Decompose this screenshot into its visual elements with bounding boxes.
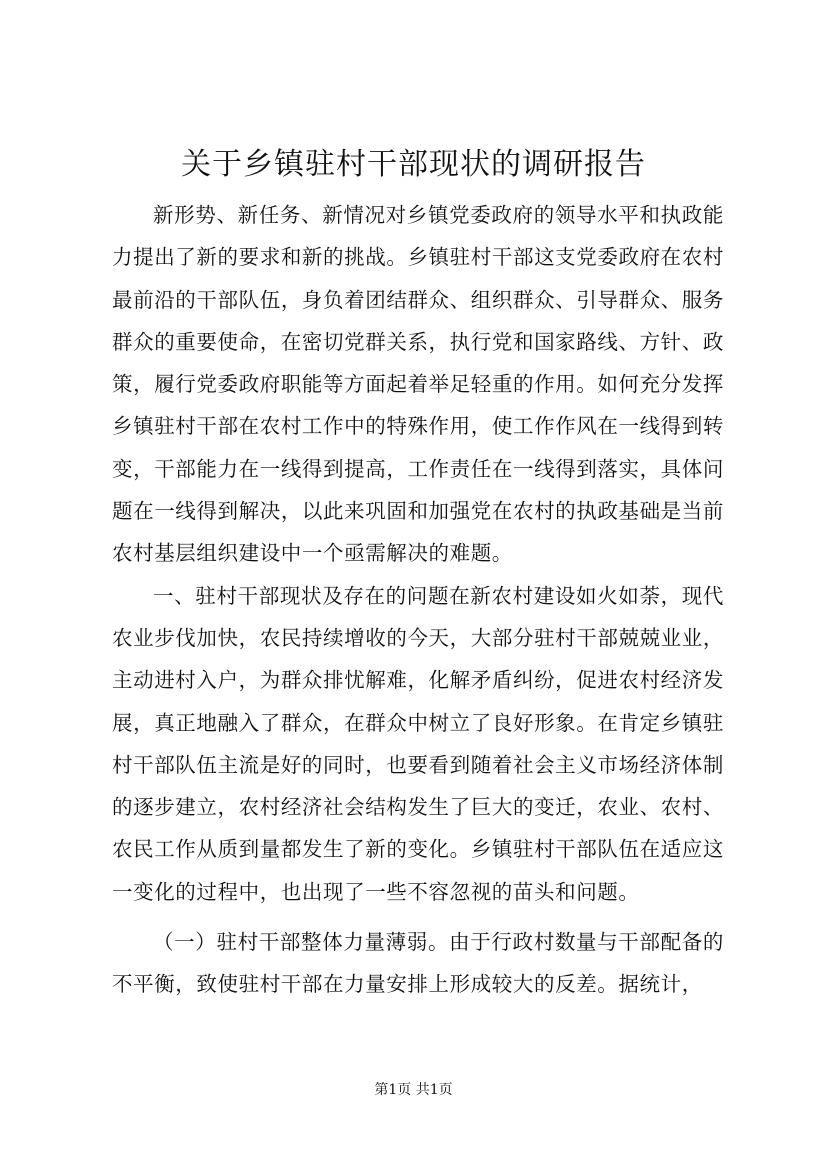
- paragraph-subsection-one: （一）驻村干部整体力量薄弱。由于行政村数量与干部配备的不平衡，致使驻村干部在力量安排上形成较大的反差。据统计，: [112, 930, 724, 997]
- document-body: [112, 194, 724, 1006]
- page-footer: 第1页 共1页: [374, 1082, 453, 1098]
- paragraph-section-one: 一、驻村干部现状及存在的问题在新农村建设如火如荼，现代农业步伐加快，农民持续增收的今天，大部分驻村干部兢兢业业，主动进村入户，为群众排忧解难，化解矛盾纠纷，促进农村经济发展，真正地融入了群众，在群众中树立了良好形象。在肯定乡镇驻村干部队伍主流是好的同时，也要看到随着社会主义市场经济体制的逐步建立，农村经济社会结构发生了巨大的变迁，农业、农村、农民工作从质到量都发生了新的变化。乡镇驻村干部队伍在适应这一变化的过程中，也出现了一些不容忽视的苗头和问题。: [112, 583, 724, 904]
- paragraph-intro: 新形势、新任务、新情况对乡镇党委政府的领导水平和执政能力提出了新的要求和新的挑战。乡镇驻村干部这支党委政府在农村最前沿的干部队伍，身负着团结群众、组织群众、引导群众、服务群众的重要使命，在密切党群关系，执行党和国家路线、方针、政策，履行党委政府职能等方面起着举足轻重的作用。如何充分发挥乡镇驻村干部在农村工作中的特殊作用，使工作作风在一线得到转变，干部能力在一线得到提高，工作责任在一线得到落实，具体问题在一线得到解决，以此来巩固和加强党在农村的执政基础是当前农村基层组织建设中一个亟需解决的难题。: [112, 203, 724, 566]
- document-title: 关于乡镇驻村干部现状的调研报告: [181, 147, 646, 182]
